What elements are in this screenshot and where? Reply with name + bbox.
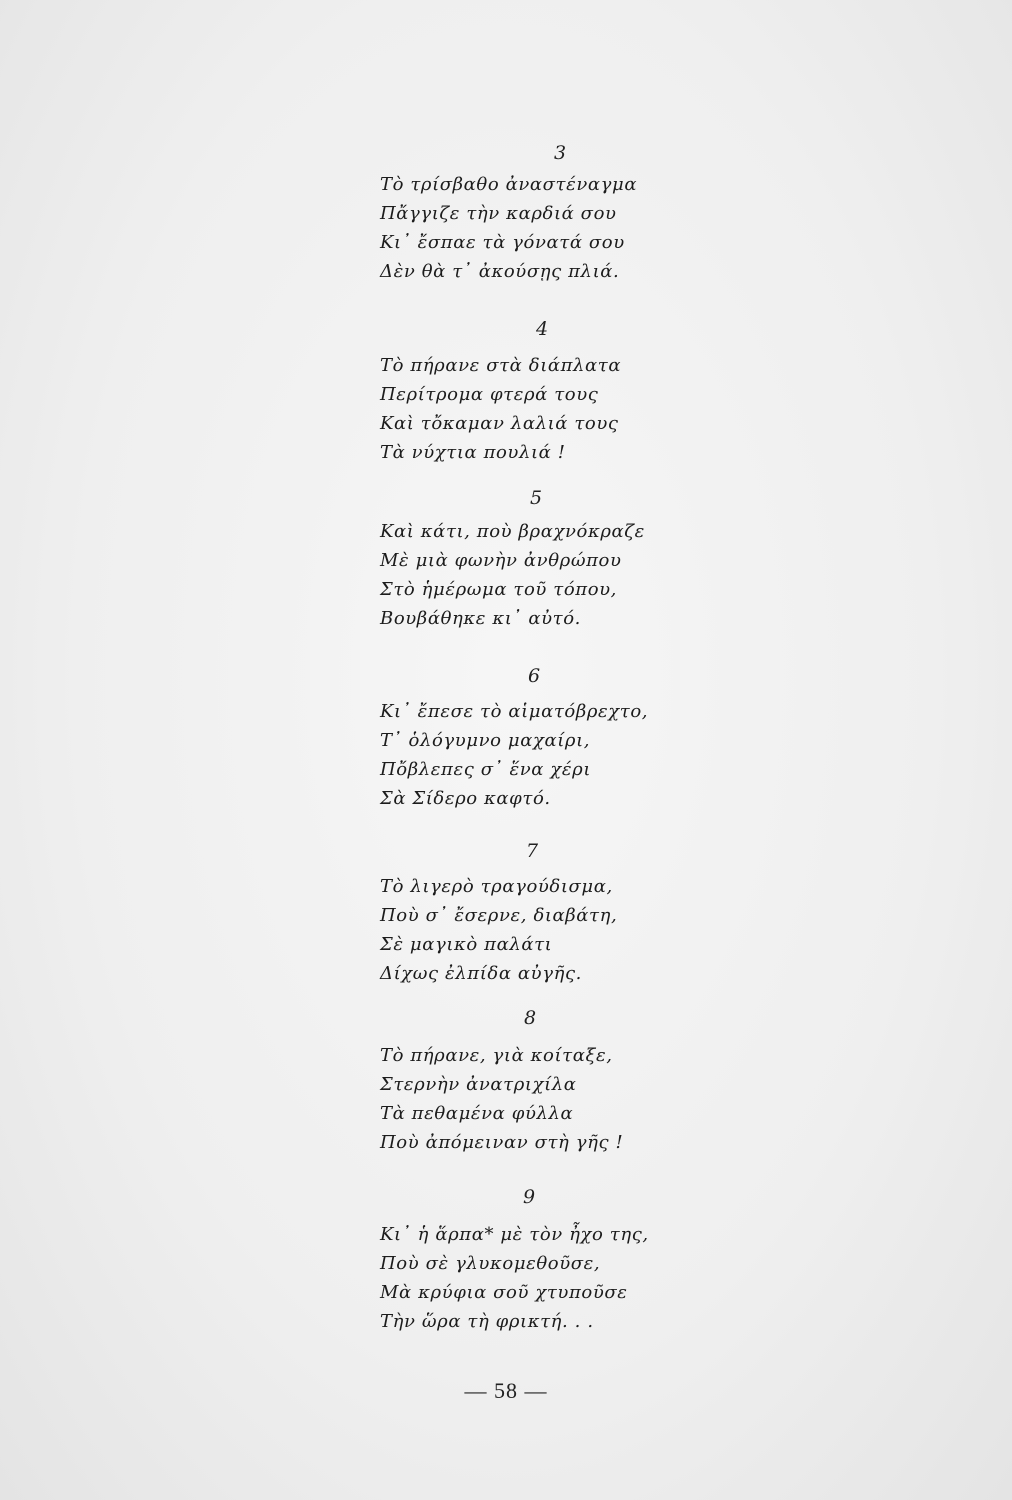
verse-line: Στερνὴν ἀνατριχίλα [380, 1074, 577, 1095]
verse-line: Τὸ λιγερὸ τραγούδισμα, [380, 876, 613, 897]
stanza-number: 6 [528, 665, 541, 687]
stanza-number: 3 [554, 142, 567, 164]
verse-line: Κι᾽ ἡ ἅρπα* μὲ τὸν ἦχο της, [380, 1224, 649, 1245]
verse-line: Μὰ κρύφια σοῦ χτυποῦσε [380, 1282, 628, 1303]
verse-line: Ποὺ σὲ γλυκομεθοῦσε, [380, 1253, 601, 1274]
verse-line: Τὴν ὥρα τὴ φρικτή. . . [380, 1311, 594, 1332]
verse-line: Ποὺ ἀπόμειναν στὴ γῆς ! [380, 1132, 624, 1153]
verse-line: Τὸ τρίσβαθο ἀναστέναγμα [380, 174, 638, 195]
verse-line: Πὄβλεπες σ᾽ ἕνα χέρι [380, 759, 591, 780]
verse-line: Σὰ Σίδερο καφτό. [380, 788, 551, 809]
verse-line: Κι᾽ ἔπεσε τὸ αἱματόβρεχτο, [380, 701, 649, 722]
stanza-number: 9 [523, 1186, 536, 1208]
stanza-number: 5 [530, 487, 543, 509]
verse-line: Περίτρομα φτερά τους [380, 384, 599, 405]
verse-line: Πἄγγιζε τὴν καρδιά σου [380, 203, 617, 224]
verse-line: Δίχως ἐλπίδα αὐγῆς. [380, 963, 582, 984]
verse-line: Δὲν θὰ τ᾽ ἀκούσῃς πλιά. [380, 261, 620, 282]
verse-line: Σὲ μαγικὸ παλάτι [380, 934, 553, 955]
page-number: — 58 — [464, 1378, 548, 1403]
verse-line: Ποὺ σ᾽ ἔσερνε, διαβάτη, [380, 905, 618, 926]
stanza-number: 4 [536, 318, 549, 340]
verse-line: Καὶ κάτι, ποὺ βραχνόκραζε [380, 521, 645, 542]
verse-line: Τὰ νύχτια πουλιά ! [380, 442, 566, 463]
verse-line: Βουβάθηκε κι᾽ αὐτό. [380, 608, 581, 629]
stanza-number: 7 [526, 840, 539, 862]
verse-line: Μὲ μιὰ φωνὴν ἀνθρώπου [380, 550, 622, 571]
verse-line: Κι᾽ ἔσπαε τὰ γόνατά σου [380, 232, 625, 253]
verse-line: Τὰ πεθαμένα φύλλα [380, 1103, 574, 1124]
verse-line: Καὶ τὄκαμαν λαλιά τους [380, 413, 619, 434]
verse-line: Τὸ πήρανε στὰ διάπλατα [380, 355, 622, 376]
stanza-number: 8 [524, 1007, 537, 1029]
verse-line: Τὸ πήρανε, γιὰ κοίταξε, [380, 1045, 613, 1066]
verse-line: Στὸ ἡμέρωμα τοῦ τόπου, [380, 579, 618, 600]
verse-line: Τ᾽ ὁλόγυμνο μαχαίρι, [380, 730, 591, 751]
